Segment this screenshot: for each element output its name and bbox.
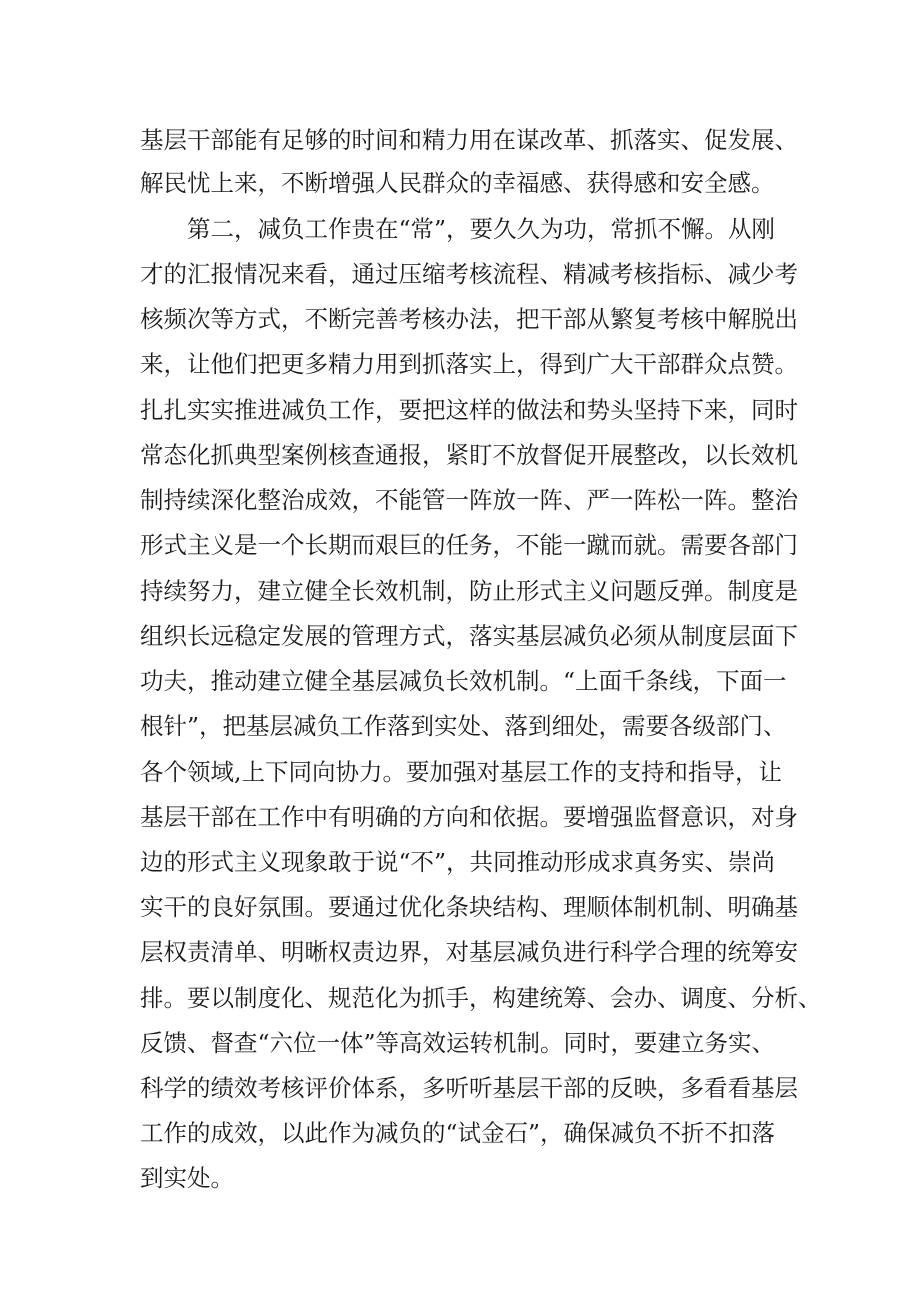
text-line: 各个领域,上下同向协力。要加强对基层工作的支持和指导，让 [140, 758, 782, 786]
text-line: 层权责清单、明晰权责边界，对基层减负进行科学合理的统筹安 [140, 938, 798, 966]
text-line: 组织长远稳定发展的管理方式，落实基层减负必须从制度层面下 [140, 622, 798, 650]
text-line: 排。要以制度化、规范化为抓手，构建统筹、会办、调度、分析、 [140, 984, 822, 1012]
text-line: 核频次等方式，不断完善考核办法，把干部从繁复考核中解脱出 [140, 305, 798, 333]
text-line: 来，让他们把更多精力用到抓落实上，得到广大干部群众点赞。 [140, 350, 798, 378]
text-line: 根针”，把基层减负工作落到实处、落到细处，需要各级部门、 [140, 712, 787, 740]
paragraph-start-line: 第二，减负工作贵在“常”，要久久为功，常抓不懈。从刚 [187, 215, 776, 243]
text-line: 基层干部在工作中有明确的方向和依据。要增强监督意识，对身 [140, 803, 798, 831]
text-line: 实干的良好氛围。要通过优化条块结构、理顺体制机制、明确基 [140, 893, 798, 921]
text-line: 科学的绩效考核评价体系，多听听基层干部的反映，多看看基层 [140, 1074, 798, 1102]
text-line: 基层干部能有足够的时间和精力用在谋改革、抓落实、促发展、 [140, 126, 798, 154]
text-line: 持续努力，建立健全长效机制，防止形式主义问题反弹。制度是 [140, 577, 798, 605]
text-line: 扎扎实实推进减负工作，要把这样的做法和势头坚持下来，同时 [140, 396, 798, 424]
text-line: 制持续深化整治成效，不能管一阵放一阵、严一阵松一阵。整治 [140, 486, 798, 514]
text-line: 解民忧上来，不断增强人民群众的幸福感、获得感和安全感。 [140, 169, 775, 197]
text-line: 才的汇报情况来看，通过压缩考核流程、精减考核指标、减少考 [140, 260, 798, 288]
text-line: 功夫，推动建立健全基层减负长效机制。“上面千条线，下面一 [140, 667, 787, 695]
text-line: 到实处。 [140, 1164, 234, 1192]
text-line: 常态化抓典型案例核查通报，紧盯不放督促开展整改，以长效机 [140, 441, 798, 469]
text-line: 反馈、督查“六位一体”等高效运转机制。同时，要建立务实、 [140, 1029, 776, 1057]
text-line: 形式主义是一个长期而艰巨的任务，不能一蹴而就。需要各部门 [140, 531, 798, 559]
text-line: 边的形式主义现象敢于说“不”，共同推动形成求真务实、崇尚 [140, 848, 776, 876]
text-line: 工作的成效，以此作为减负的“试金石”，确保减负不折不扣落 [140, 1119, 776, 1147]
